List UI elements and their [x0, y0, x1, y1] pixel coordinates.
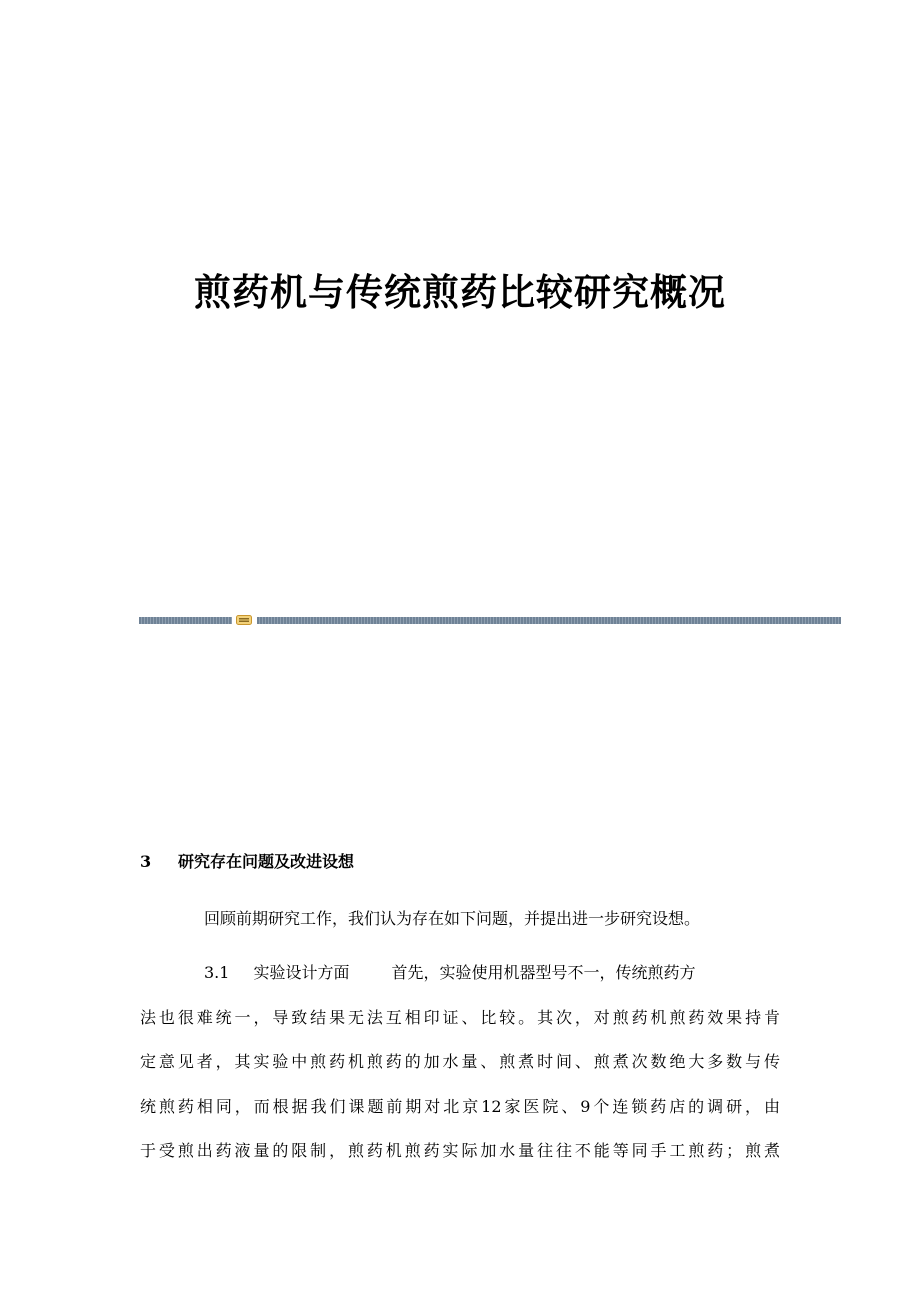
divider-ornament-icon [236, 615, 252, 625]
section-number: 3 [140, 852, 152, 871]
paragraph-line: 定意见者，其实验中煎药机煎药的加水量、煎煮时间、煎煮次数绝大多数与传 [140, 1052, 780, 1071]
divider-bar-left [139, 617, 232, 624]
subsection-paragraph [140, 951, 780, 1174]
intro-paragraph [140, 897, 780, 942]
divider-bar-right [257, 617, 841, 624]
paragraph-line: 法也很难统一，导致结果无法互相印证、比较。其次，对煎药机煎药效果持肯 [140, 1007, 780, 1027]
decorative-divider [139, 615, 841, 625]
intro-text: 回顾前期研究工作，我们认为存在如下问题，并提出进一步研究设想。 [204, 909, 701, 928]
document-title: 煎药机与传统煎药比较研究概况 [194, 270, 726, 314]
paragraph-line [140, 951, 780, 996]
paragraph-line: 统煎药相同，而根据我们课题前期对北京12家医院、9个连锁药店的调研，由 [140, 1096, 780, 1116]
subsection-heading: 实验设计方面 [253, 963, 350, 982]
paragraph-line-text: 首先，实验使用机器型号不一，传统煎药方 [391, 963, 696, 982]
subsection-number: 3.1 [204, 963, 230, 982]
section-heading-text: 研究存在问题及改进设想 [178, 852, 355, 871]
section-heading [140, 848, 354, 876]
paragraph-line: 于受煎出药液量的限制，煎药机煎药实际加水量往往不能等同手工煎药；煎煮 [140, 1141, 780, 1160]
